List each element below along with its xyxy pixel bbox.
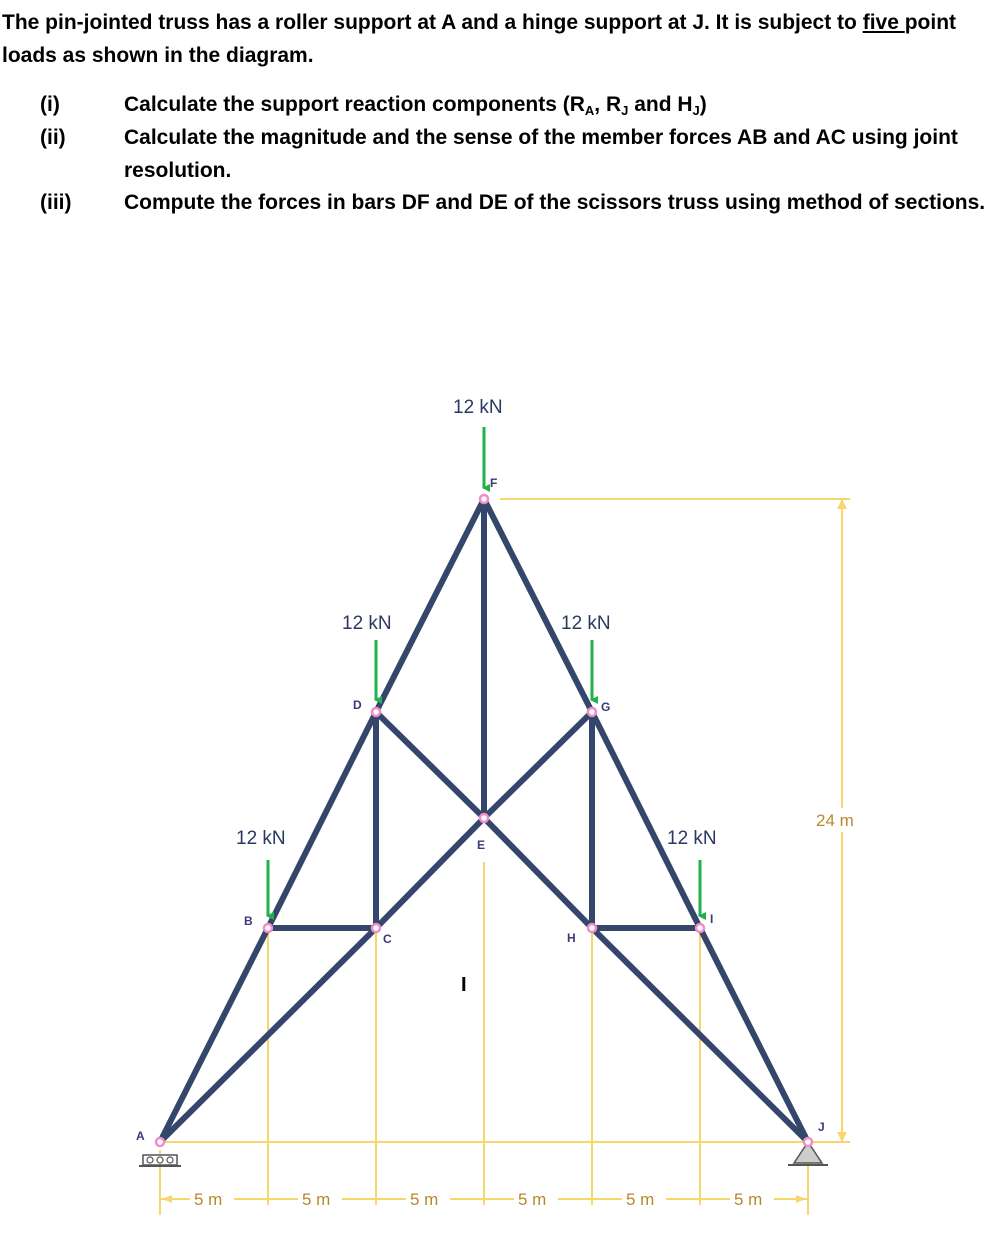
joint-label-i: I — [710, 912, 714, 926]
load-label-f: 12 kN — [453, 397, 503, 418]
member-ce — [376, 818, 484, 928]
dimension-ticks — [162, 499, 847, 1203]
centerline-mark: I — [461, 974, 467, 996]
span-label-6: 5 m — [734, 1190, 763, 1209]
joint-label-b: B — [244, 914, 253, 928]
dimension-guides — [160, 499, 850, 1215]
member-ab — [160, 928, 268, 1142]
member-fg — [484, 499, 592, 712]
joint-g — [588, 708, 596, 716]
load-label-g: 12 kN — [561, 613, 611, 634]
joint-label-c: C — [383, 932, 392, 946]
joint-label-h: H — [567, 931, 576, 945]
span-label-1: 5 m — [194, 1190, 223, 1209]
height-label: 24 m — [816, 811, 854, 830]
question-text: Calculate the support reaction components ($R_A$, $R_J$ and $H_J$) — [124, 93, 707, 118]
member-bd — [268, 712, 376, 928]
joint-label-f: F — [490, 476, 498, 490]
question-number: (ii) — [40, 126, 66, 149]
joint-e — [480, 814, 488, 822]
load-label-b: 12 kN — [236, 828, 286, 849]
joint-a — [156, 1138, 164, 1146]
span-label-3: 5 m — [410, 1190, 439, 1209]
member-eh — [484, 818, 592, 928]
member-ij — [700, 928, 808, 1142]
joint-f — [480, 495, 488, 503]
span-label-5: 5 m — [626, 1190, 655, 1209]
joint-label-j: J — [818, 1120, 825, 1134]
question-number: (iii) — [40, 191, 72, 214]
joint-label-a: A — [136, 1129, 145, 1143]
member-gi — [592, 712, 700, 928]
question-number: (i) — [40, 93, 60, 116]
span-label-4: 5 m — [518, 1190, 547, 1209]
joint-d — [372, 708, 380, 716]
load-label-i: 12 kN — [667, 828, 717, 849]
joint-i — [696, 924, 704, 932]
joint-c — [372, 924, 380, 932]
joint-b — [264, 924, 272, 932]
roller-support-a — [139, 1155, 181, 1166]
joint-j — [804, 1138, 812, 1146]
member-de — [376, 712, 484, 818]
question-text: Calculate the magnitude and the sense of the member forces AB and AC using joint resolution. — [124, 126, 958, 182]
member-ge — [484, 712, 592, 818]
problem-intro: The pin-jointed truss has a roller support at A and a hinge support at J. It is subject to five point loads as shown in the diagram. — [2, 11, 957, 67]
joint-h — [588, 924, 596, 932]
joint-label-d: D — [353, 698, 362, 712]
question-text: Compute the forces in bars DF and DE of the scissors truss using method of sections. — [124, 191, 986, 214]
joint-label-g: G — [601, 700, 611, 714]
joint-label-e: E — [477, 838, 486, 852]
underlined-five: five — [862, 11, 905, 34]
member-df — [376, 499, 484, 712]
load-label-d: 12 kN — [342, 613, 392, 634]
span-label-2: 5 m — [302, 1190, 331, 1209]
